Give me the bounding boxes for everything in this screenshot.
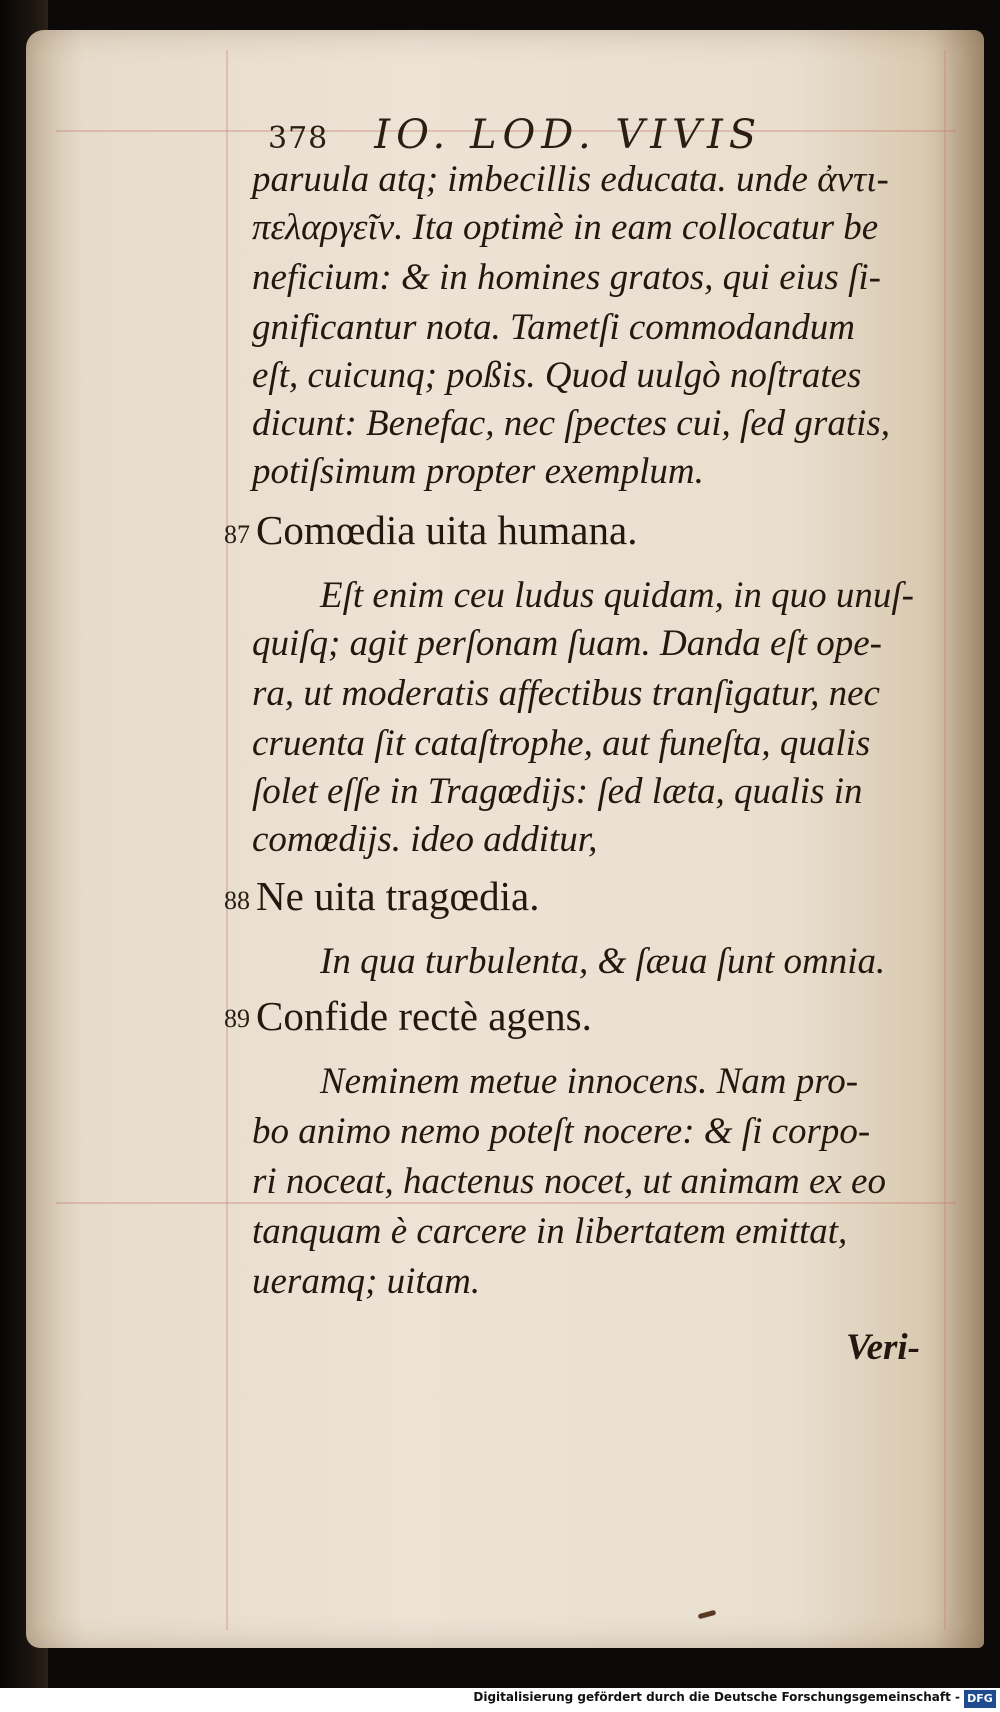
text-line: tanquam è carcere in libertatem emittat,: [252, 1211, 848, 1252]
margin-number: 88: [224, 886, 250, 915]
page-edge-shading: [924, 30, 984, 1648]
text-line: πελαργεῖν. Ita optimè in eam collocatur be: [252, 207, 879, 248]
text-line: ri noceat, hactenus nocet, ut animam ex eo: [252, 1161, 886, 1202]
text-line: dicunt: Benefac, nec ſpectes cui, ſed gratis,: [252, 403, 891, 444]
text-line: gnificantur nota. Tametſi commodandum: [252, 307, 855, 348]
section-heading: Comœdia uita humana.: [256, 507, 638, 553]
text-line: quiſq; agit perſonam ſuam. Danda eſt ope-: [252, 623, 882, 664]
text-line: cruenta ſit cataſtrophe, aut funeſta, qualis: [252, 723, 871, 764]
text-line: comœdijs. ideo additur,: [252, 819, 598, 860]
text-line: potiſsimum propter exemplum.: [252, 451, 704, 492]
margin-number: 89: [224, 1004, 250, 1033]
text-line: paruula atq; imbecillis educata. unde ἀντι-: [252, 159, 889, 200]
running-header: [268, 112, 868, 162]
text-line: Neminem metue innocens. Nam pro-: [320, 1061, 859, 1102]
ruled-line-right: [944, 50, 946, 1630]
text-line: bo animo nemo poteſt nocere: & ſi corpo-: [252, 1111, 871, 1152]
text-line: In qua turbulenta, & ſæua ſunt omnia.: [320, 941, 886, 982]
page-number: 378: [268, 121, 329, 156]
catchword: Veri-: [846, 1327, 920, 1368]
ruled-line-left: [226, 50, 228, 1630]
text-line: Eſt enim ceu ludus quidam, in quo unuſ-: [320, 575, 914, 616]
section-heading: Ne uita tragœdia.: [256, 873, 540, 919]
text-line: eſt, cuicunq; poßis. Quod uulgò noſtrates: [252, 355, 862, 396]
margin-number: 87: [224, 520, 250, 549]
text-line: ra, ut moderatis affectibus tranſigatur, nec: [252, 673, 880, 714]
footer-credit: Digitalisierung gefördert durch die Deutsche Forschungsgemeinschaft -: [473, 1690, 960, 1704]
running-title: IO. LOD. VIVIS: [374, 112, 763, 158]
section-heading: Confide rectè agens.: [256, 993, 592, 1039]
dfg-logo-icon: DFG: [964, 1690, 996, 1708]
text-line: neficium: & in homines gratos, qui eius ſi-: [252, 257, 881, 298]
text-line: ueramq; uitam.: [252, 1261, 481, 1302]
ink-blot: [698, 1610, 717, 1619]
text-line: ſolet eſſe in Tragœdijs: ſed læta, qualis in: [252, 771, 863, 812]
